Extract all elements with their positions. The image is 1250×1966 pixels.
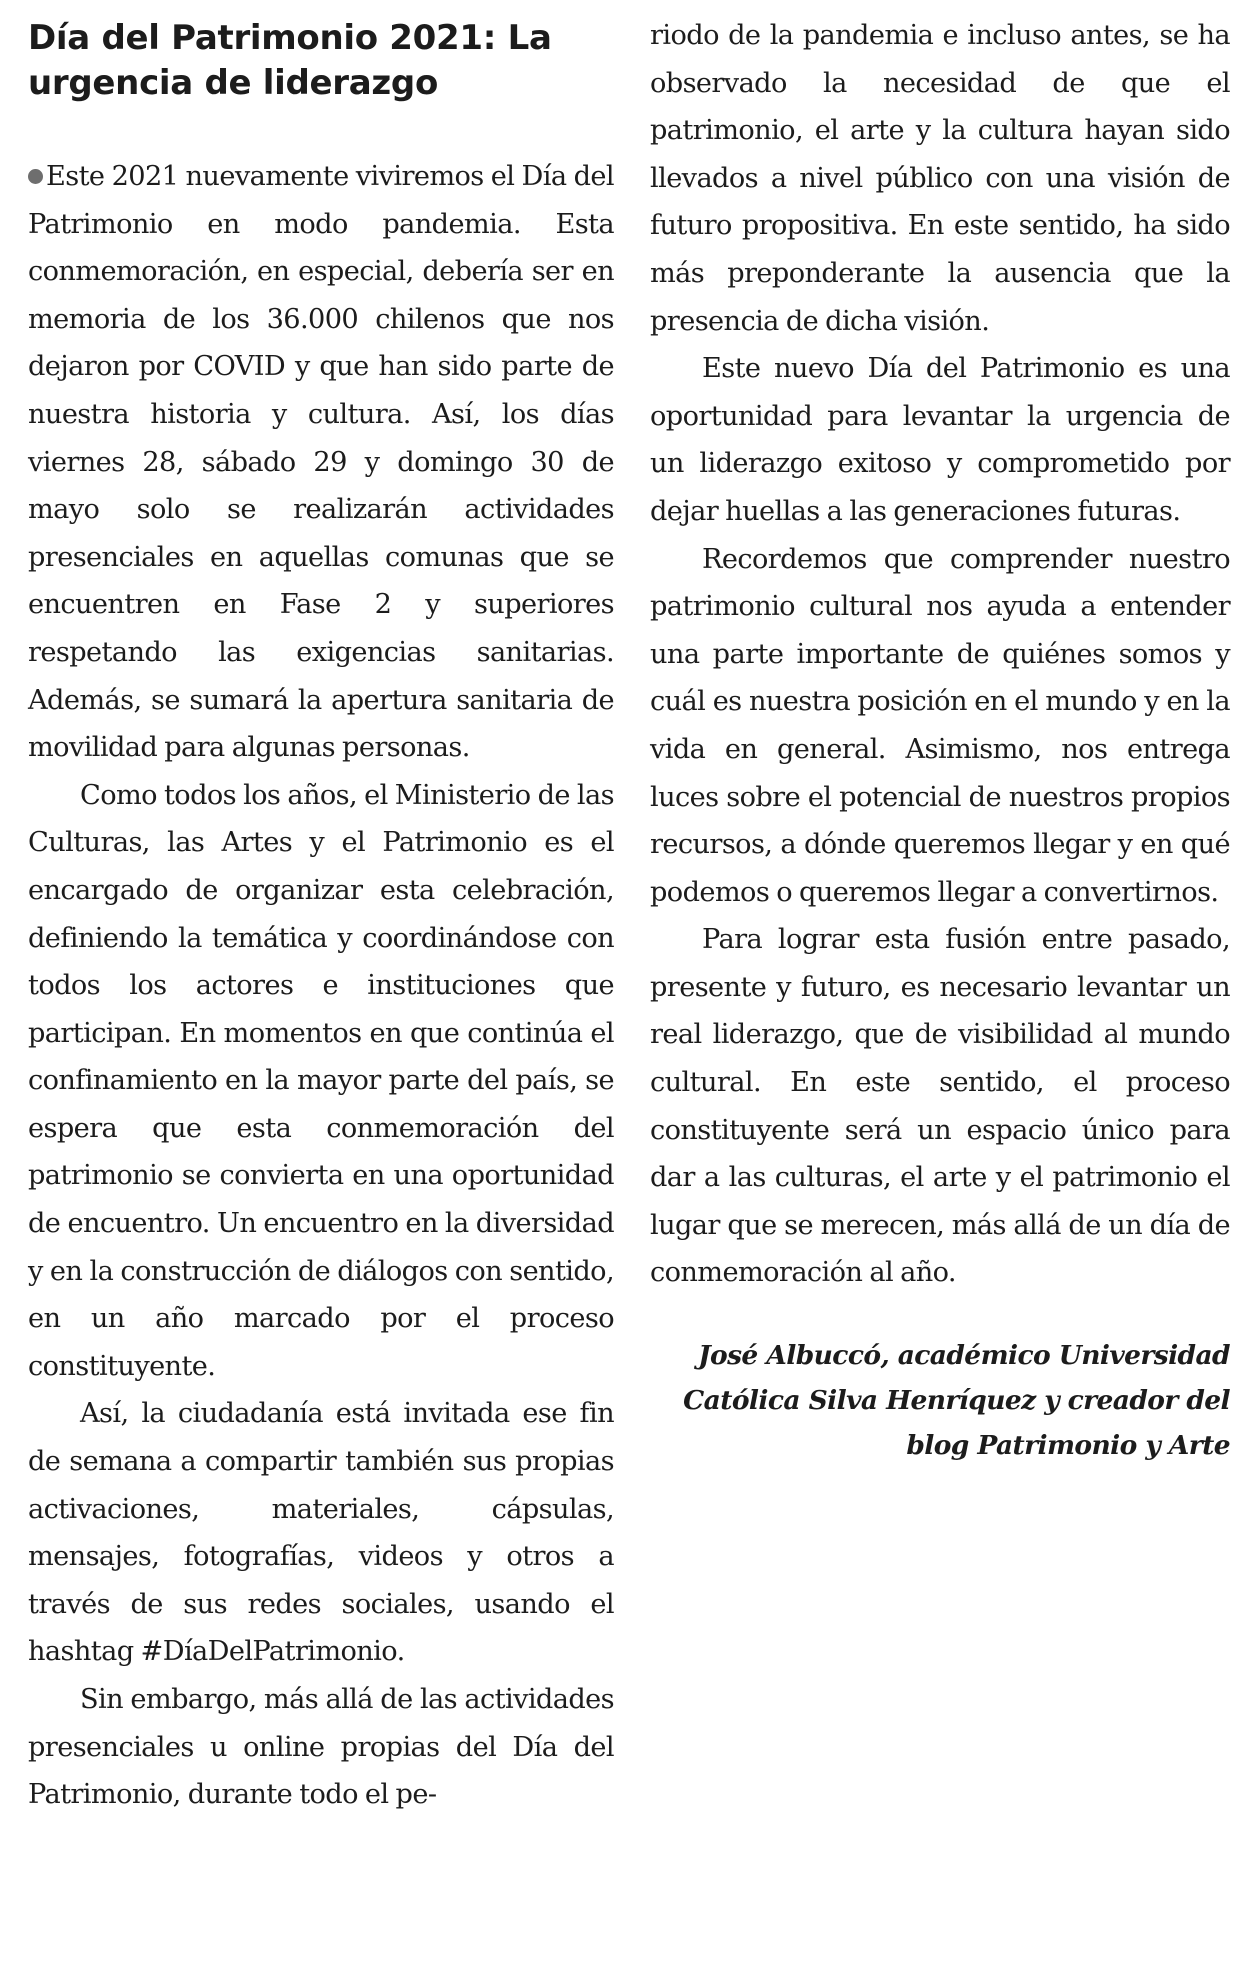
article-body-right [650,12,1230,1297]
paragraph-sin-embargo: Sin embargo, más allá de las actividades presenciales u online propias del Día del Patrimonio, durante todo el pe- [28,1684,614,1811]
article-headline: Día del Patrimonio 2021: La urgencia de liderazgo [28,18,552,103]
left-column [28,0,614,1819]
paragraph-recordemos: Recordemos que comprender nuestro patrimonio cultural nos ayuda a entender una parte importante de quiénes somos y cuál es nuestra posición en el mundo y en la vida en general. Asimismo, nos entrega luces sobre el potencial de nuestros propios recursos, a dónde queremos llegar y en qué podemos o queremos llegar a convertirnos. [650,543,1230,908]
article-body-left [28,153,614,1819]
paragraph-fusion: Para lograr esta fusión entre pasado, presente y futuro, es necesario levantar un real liderazgo, que de visibilidad al mundo cultural. En este sentido, el proceso constituyente será un espacio único para dar a las culturas, el arte y el patrimonio el lugar que se merecen, más allá de un día de conmemoración al año. [650,924,1230,1289]
paragraph-periodo: riodo de la pandemia e incluso antes, se ha observado la necesidad de que el patrimonio, el arte y la cultura hayan sido llevados a nivel público con una visión de futuro propositiva. En este sentido, ha sido más preponderante la ausencia que la presencia de dicha visión. [650,20,1230,337]
paragraph-intro [28,153,614,772]
right-column [650,0,1230,1468]
paragraph-intro-text: Este 2021 nuevamente viviremos el Día del Patrimonio en modo pandemia. Esta conmemoración, en especial, debería ser en memoria de los 36.000 chilenos que nos dejaron por COVID y que han sido parte de nuestra historia y cultura. Así, los días viernes 28, sábado 29 y domingo 30 de mayo solo se realizarán actividades presenciales en aquellas comunas que se encuentren en Fase 2 y superiores respetando las exigencias sanitarias. Además, se sumará la apertura sanitaria de movilidad para algunas personas. [28,161,614,764]
paragraph-ministerio: Como todos los años, el Ministerio de las Culturas, las Artes y el Patrimonio es el encargado de organizar esta celebración, definiendo la temática y coordinándose con todos los actores e instituciones que participan. En momentos en que continúa el confinamiento en la mayor parte del país, se espera que esta conmemoración del patrimonio se convierta en una oportunidad de encuentro. Un encuentro en la diversidad y en la construcción de diálogos con sentido, en un año marcado por el proceso constituyente. [28,779,614,1382]
author-signature: José Albuccó, académico Universidad Católica Silva Henríquez y creador del blog Patrimonio y Arte [683,1340,1230,1462]
bullet-icon [28,169,43,184]
paragraph-nuevo-dia: Este nuevo Día del Patrimonio es una oportunidad para levantar la urgencia de un liderazgo exitoso y comprometido por dejar huellas a las generaciones futuras. [650,353,1230,527]
paragraph-ciudadania: Así, la ciudadanía está invitada ese fin de semana a compartir también sus propias activaciones, materiales, cápsulas, mensajes, fotografías, videos y otros a través de sus redes sociales, usando el hashtag #DíaDelPatrimonio. [28,1398,614,1668]
